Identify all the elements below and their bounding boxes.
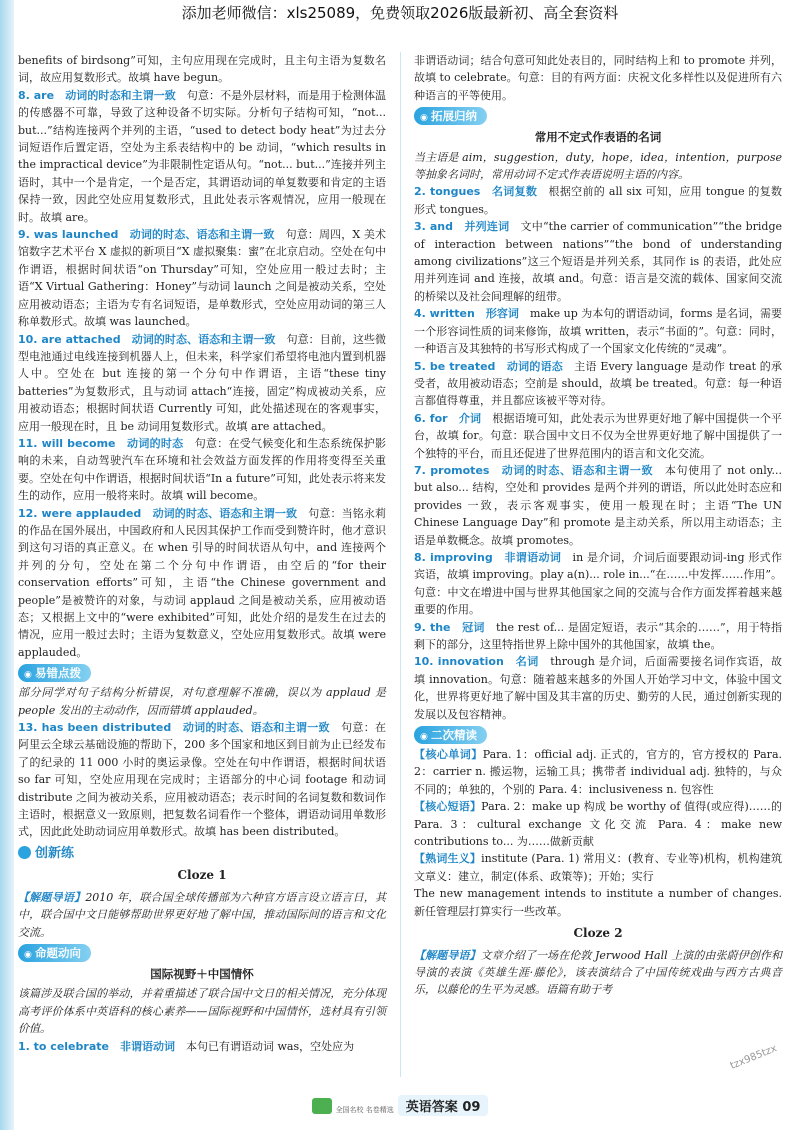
new-meaning-example: The new management intends to institute a number of changes. 新任管理层打算实行一些改革。 <box>414 887 782 918</box>
column-divider <box>400 52 401 1077</box>
page-footer <box>0 1095 800 1116</box>
tip-text: 部分同学对句子结构分析错误，对句意理解不准确，误以为 applaud 是 people 发出的主动动作，因而错填 applauded。 <box>18 686 386 717</box>
cloze-1-answer-3-tag: 并列连词 <box>464 220 510 234</box>
cloze-2-guide <box>414 947 782 999</box>
answer-10-tag: 动词的时态、语态和主谓一致 <box>131 332 276 346</box>
answer-7-tail: benefits of birdsong”可知，主句应用现在完成时，且主句主语为复数名词，故应用复数形式。故填 have begun。 <box>18 54 386 85</box>
cloze-1-answer-5-text: 主语 Every language 是动作 treat 的承受者，故用被动语态；空前是 should，故填 be treated。句意：每一种语言都值得尊重，并且都应该被平等对待。 <box>414 359 782 408</box>
trend-text: 该篇涉及联合国的举动，并着重描述了联合国中文日的相关情况，充分体现高考评价体系中英语科的核心素养——国际视野和中国情怀，选材具有引领价值。 <box>18 987 386 1036</box>
cloze-1-answer-1-tag: 非谓语动词 <box>119 1039 175 1053</box>
cloze-1-answer-5 <box>414 358 782 410</box>
extension-title: 常用不定式作表语的名词 <box>534 130 662 145</box>
answer-10-text: 句意：目前，这些微型电池通过电线连接到机器人上，但未来，科学家们希望将电池内置到机器人中。空处在 but 连接的第一个分句中作谓语，主语“these tiny batteries”为复数形式，且与动词 attach“连接，固定”构成被动关系，应用被动语态；根据时间状语 Currently 可知，此处描述现在的客观事实，应用一般现在时，且 be 动词用复数形式。故填 are attached。 <box>18 332 387 433</box>
cloze-1-answer-10-tag: 名词 <box>515 655 539 669</box>
cloze-1-answer-3-text: 文中“the carrier of communication”“the bridge of interaction between nations”“the bond of understanding among civilizations”这三个短语是并列关系，其同作 is 的表语，此处应用并列连词 and 连接，故填 and。句意：语言是交流的载体、国家间交流的桥梁以及社会间理解的纽带。 <box>414 220 783 303</box>
cloze-1-answer-8-tag: 非谓语动词 <box>504 550 562 564</box>
cloze-1-answer-8-key: 8. improving <box>414 550 493 564</box>
answer-12-key: 12. were applauded <box>18 506 142 520</box>
answer-9-text: 句意：周四，X 美术馆数字艺术平台 X 虚拟的新项目“X 虚拟聚集：蜜”在北京启动。空处在句中作谓语，根据时间状语“on Thursday”可知，空处应用一般过去时；主语“X Virtual Gathering：Honey”与动词 launch 之间是被动关系，空处应用被动语态；主语为专有名词短语，是单数形式，空处应用动词的第三人称单数形式。故填 was launched。 <box>18 228 387 329</box>
cloze-1-answer-6 <box>414 410 782 462</box>
cloze-1-answer-7-key: 7. promotes <box>414 463 490 477</box>
second-reading-heading: ◉ 二次精读 <box>414 726 487 744</box>
cloze-1-answer-1 <box>18 1038 386 1055</box>
answer-11-key: 11. will become <box>18 436 116 450</box>
cloze-1-answer-10-key: 10. innovation <box>414 655 504 669</box>
answer-12-tag: 动词的时态、语态和主谓一致 <box>152 506 298 520</box>
cloze-1-answer-6-tag: 介词 <box>458 411 482 425</box>
handwritten-watermark: tzx985tzx <box>728 1043 779 1072</box>
innovation-section-heading <box>18 845 386 862</box>
page-edge-band <box>0 0 14 1130</box>
answer-8-tag: 动词的时态和主谓一致 <box>65 88 176 102</box>
footer-page-label: 英语答案 09 <box>398 1095 489 1116</box>
core-words-text: Para. 1：official adj. 正式的，官方的，官方授权的 Para. 2：carrier n. 搬运物，运输工具；携带者 individual adj. 独特的，与众不同的；单独的，个别的 Para. 4：inclusiveness n. 包容性 <box>414 748 782 796</box>
answer-8-text: 句意：不是外层材料，而是用于检测体温的传感器不可靠，导致了这种设备不切实际。分析句子结构可知，“not... but...”结构连接两个并列的主语，“used to detect body heat”为过去分词短语作后置定语，空处为主系表结构中的 be 动词，“which results in the impractical device”为非限制性定语从句。“not... but...”连接并列主语时，其中一个是肯定，一个是否定，其谓语动词的单复数要和肯定的主语保持一致，因此空处应用复数形式，且此处表示客观情况，应用一般现在时。故填 are。 <box>18 88 387 224</box>
cloze-1-answer-3-key: 3. and <box>414 220 454 234</box>
tip-heading: ◉ 易错点拨 <box>18 664 91 682</box>
core-phrases-text: Para. 2：make up 构成 be worthy of 值得(或应得)……的 Para. 3：cultural exchange 文化交流 Para. 4：make new contributions to... 为……做新贡献 <box>414 800 782 849</box>
trend-title: 国际视野＋中国情怀 <box>150 966 254 981</box>
answer-12 <box>18 505 386 662</box>
cloze-1-answer-9-tag: 冠词 <box>462 620 485 634</box>
cloze-1-answer-2 <box>414 183 782 218</box>
right-column <box>414 52 782 999</box>
cloze-1-answer-9-key: 9. the <box>414 620 451 634</box>
cloze-1-answer-1-tail: 非谓语动词；结合句意可知此处表目的，同时结构上和 to promote 并列，故填 to celebrate。句意：目的有两方面：庆祝文化多样性以及促进所有六种语言的平等使用。 <box>414 54 782 102</box>
cloze-1-guide-text: 2010 年，联合国全球传播部为六种官方语言设立语言日，其中，联合国中文日能够帮助世界更好地了解中国，推动国际间的语言和文化交流。 <box>18 890 387 939</box>
core-phrases <box>414 798 782 850</box>
extension-heading: ◉ 拓展归纳 <box>414 107 487 125</box>
extension-text: 当主语是 aim，suggestion，duty，hope，idea，intention，purpose 等抽象名词时，常用动词不定式作表语说明主语的内容。 <box>414 150 782 182</box>
cloze-1-answer-9 <box>414 619 782 654</box>
cloze-1-answer-4 <box>414 305 782 357</box>
cloze-1-answer-10 <box>414 653 782 723</box>
cloze-1-answer-2-text: 根据空前的 all six 可知，应用 tongue 的复数形式 tongues。 <box>414 185 783 216</box>
trend-heading: ◉ 命题动向 <box>18 944 91 962</box>
section-icon <box>18 846 31 859</box>
cloze-1-answer-4-tag: 形容词 <box>485 307 519 321</box>
cloze-2-title: Cloze 2 <box>573 926 623 941</box>
cloze-1-answer-7 <box>414 462 782 549</box>
cloze-1-answer-2-key: 2. tongues <box>414 185 481 199</box>
cloze-1-answer-6-text: 根据语境可知，此处表示为世界更好地了解中国提供一个平台，故填 for。句意：联合国中文日不仅为全世界更好地了解中国提供了一个独特的平台，而且还促进了世界范围内的语言和文化交流。 <box>414 411 783 460</box>
cloze-2-guide-text: 文章介绍了一场在伦敦 Jerwood Hall 上演的由张蔚伊创作和导演的表演《英雄生涯·藤伦》，该表演结合了中国传统戏曲与西方古典音乐，以藤伦的生平为灵感。语篇有助于考 <box>414 948 783 997</box>
cloze-1-answer-1-text: 本句已有谓语动词 was，空处应为 <box>185 1039 355 1053</box>
answer-13 <box>18 719 386 841</box>
footer-series-name: 全国名校 名卷精选 <box>335 1106 394 1114</box>
cloze-1-answer-6-key: 6. for <box>414 411 448 425</box>
answer-12-text: 句意：当铭永莉的作品在国外展出，中国政府和人民因其保护工作而受到赞许时，他才意识到这句习语的真正意义。在 when 引导的时间状语从句中，and 连接两个并列的分句，空处在第二个分句中作谓语，由空后的“for their conservation efforts”可知，主语“the Chinese government and people”是被赞许的对象，与动词 applaud 之间是被动关系，应用被动语态；又根据上文中的“were exhibited”可知，此处介绍的是发生在过去的情况，应用一般过去时；主语为复数意义，空处应用复数形式。故填 were applauded。 <box>18 506 387 659</box>
answer-13-key: 13. has been distributed <box>18 721 172 735</box>
answer-9-key: 9. was launched <box>18 228 119 242</box>
answer-9-tag: 动词的时态、语态和主谓一致 <box>129 228 275 242</box>
cloze-1-answer-2-tag: 名词复数 <box>491 185 538 199</box>
answer-8 <box>18 87 386 226</box>
core-words <box>414 746 782 798</box>
answer-13-text: 句意：在阿里云全球云基础设施的帮助下，200 多个国家和地区到目前为止已经发布了的纪录的 11 000 小时的奥运录像。空处在句中作谓语，根据时间状语 so far 可知，空处应用现在完成时；主语部分的中心词 footage 和动词 distribute 之间为被动关系，应用被动语态；表示时间的名词复数和数词作主语时，根据意义一致原则，把复数名词看作一个整体，谓语动词用单数形式，因此此处助动词应用单数形式。故填 has been distributed。 <box>18 721 387 839</box>
cloze-1-answer-4-key: 4. written <box>414 307 475 321</box>
answer-13-tag: 动词的时态、语态和主谓一致 <box>182 721 330 735</box>
core-words-label: 【核心单词】 <box>414 748 483 762</box>
cloze-1-answer-5-tag: 动词的语态 <box>506 359 564 373</box>
answer-10-key: 10. are attached <box>18 332 121 346</box>
cloze-2-guide-label: 【解题导语】 <box>414 948 481 962</box>
new-meaning-text: institute (Para. 1) 常用义：(教育、专业等)机构，机构建筑 文章义：建立，制定(体系、政策等)；开始；实行 <box>414 852 783 883</box>
answer-11-tag: 动词的时态 <box>127 436 184 450</box>
cloze-1-answer-9-text: the rest of... 是固定短语，表示“其余的……”，用于特指剩下的部分，这里特指世界上除中国外的其他国家，故填 the。 <box>414 620 783 651</box>
answer-10 <box>18 331 386 435</box>
core-phrases-label: 【核心短语】 <box>414 800 482 814</box>
answer-11 <box>18 435 386 505</box>
answer-8-key: 8. are <box>18 88 55 102</box>
cloze-1-answer-8-text: in 是介词，介词后面要跟动词-ing 形式作宾语，故填 improving。play a(n)... role in...“在……中发挥……作用”。句意：中文在增进中国与世界其他国家之间的交流与合作方面发挥着越来越重要的作用。 <box>414 550 783 617</box>
new-meaning <box>414 850 782 885</box>
new-meaning-label: 【熟词生义】 <box>414 852 482 866</box>
cloze-1-guide <box>18 889 386 941</box>
publisher-logo-icon <box>312 1098 332 1114</box>
cloze-1-title: Cloze 1 <box>177 868 227 883</box>
cloze-1-answer-1-key: 1. to celebrate <box>18 1039 109 1053</box>
cloze-1-answer-5-key: 5. be treated <box>414 359 496 373</box>
cloze-1-answer-7-tag: 动词的时态、语态和主谓一致 <box>501 463 654 477</box>
cloze-1-answer-7-text: 本句使用了 not only... but also... 结构，空处和 provides 是两个并列的谓语，所以此处时态应和 provides 一致，表示客观事实，使用一般现在时；主语“The UN Chinese Language Day”和 promote 是主动关系，所以用主动语态；主语是单数概念。故填 promotes。 <box>414 463 783 547</box>
cloze-1-answer-10-text: through 是介词，后面需要接名词作宾语，故填 innovation。句意：随着越来越多的外国人开始学习中文，体验中国文化，世界将更好地了解中国及其丰富的历史、勤劳的人民，通过创新实现的发展以及包容精神。 <box>414 655 783 721</box>
cloze-1-answer-4-text: make up 为本句的谓语动词，forms 是名词，需要一个形容词性质的词来修饰，故填 written，表示“书面的”。句意：同时，一种语言及其独特的书写形式构成了一个国家文化传统的“灵魂”。 <box>414 307 782 356</box>
left-column <box>18 52 386 1055</box>
answer-page <box>18 52 782 1082</box>
top-banner: 添加老师微信：xls25089，免费领取2026版最新初、高全套资料 <box>181 4 619 22</box>
answer-11-text: 句意：在受气候变化和生态系统保护影响的未来，自动驾驶汽车在环境和社会效益方面发挥的作用将变得至关重要。空处在句中作谓语，根据时间状语“In a future”可知，此处表示将来发生的动作，应用一般将来时。故填 will become。 <box>18 436 387 503</box>
innovation-section-label: 创新练 <box>35 845 75 861</box>
answer-9 <box>18 226 386 330</box>
cloze-1-answer-3 <box>414 218 782 305</box>
cloze-1-answer-8 <box>414 549 782 619</box>
cloze-1-guide-label: 【解题导语】 <box>18 890 86 904</box>
